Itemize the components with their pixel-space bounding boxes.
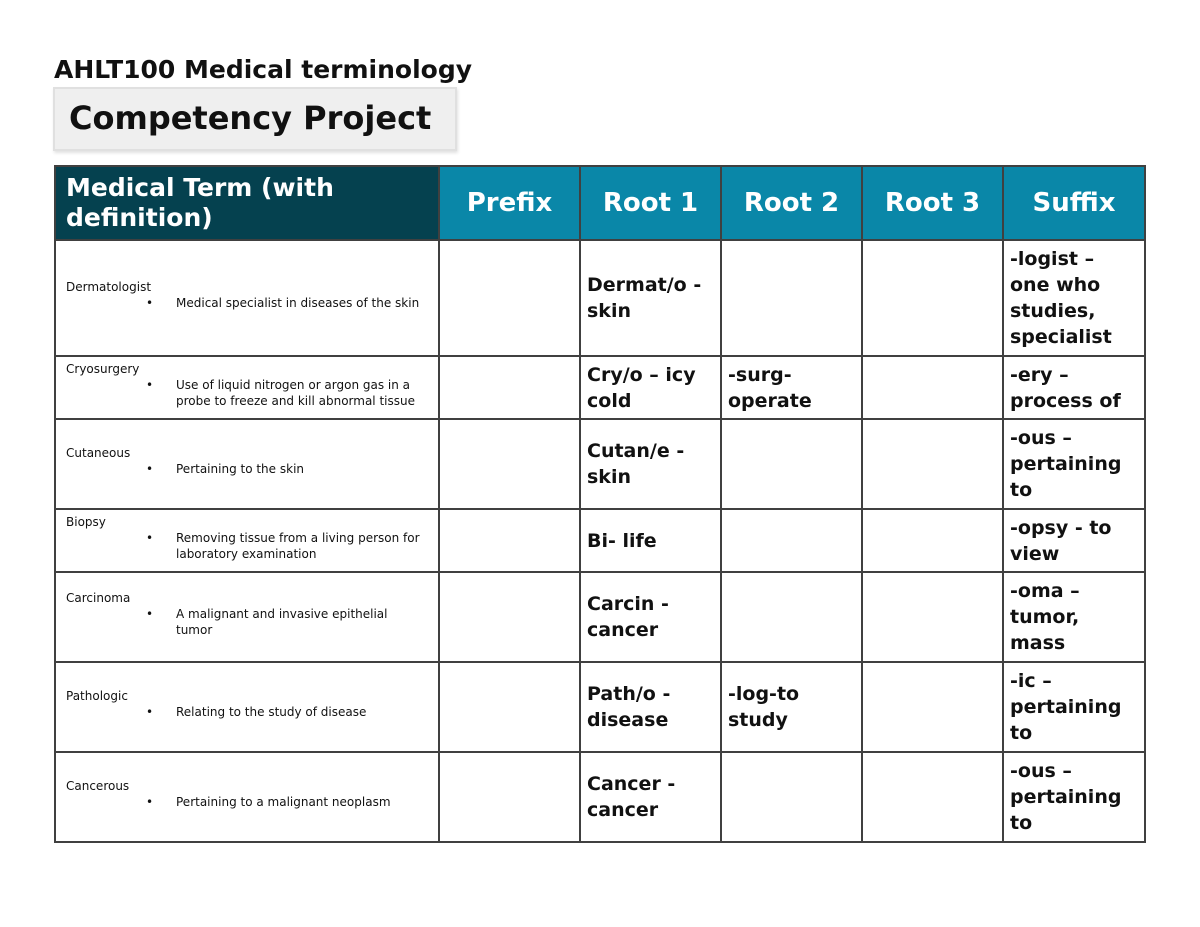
suffix-cell: -ous – pertaining to	[1003, 752, 1145, 842]
suffix-cell: -logist – one who studies, specialist	[1003, 240, 1145, 356]
term-name: Dermatologist	[66, 280, 152, 294]
header-root-1: Root 1	[580, 166, 721, 240]
bullet-icon: •	[146, 462, 154, 476]
suffix-cell: -ic – pertaining to	[1003, 662, 1145, 752]
root1-cell: Carcin - cancer	[580, 572, 721, 662]
header-root-2: Root 2	[721, 166, 862, 240]
bullet-icon: •	[146, 377, 154, 392]
table-row	[55, 419, 1145, 509]
term-name: Cancerous	[66, 779, 130, 793]
table-row	[55, 509, 1145, 572]
bullet-icon: •	[146, 530, 154, 545]
term-definition: Pertaining to the skin	[176, 462, 305, 476]
suffix-cell: -ous – pertaining to	[1003, 419, 1145, 509]
table-row	[55, 240, 1145, 356]
term-definition: Removing tissue from a living person for laboratory examination	[176, 530, 420, 561]
root1-cell: Cry/o – icy cold	[580, 356, 721, 419]
term-cell	[55, 752, 439, 842]
root3-cell	[862, 240, 1003, 356]
term-cell	[55, 240, 439, 356]
prefix-cell	[439, 419, 580, 509]
course-title: AHLT100 Medical terminology	[54, 55, 473, 84]
root1-cell: Dermat/o -skin	[580, 240, 721, 356]
prefix-cell	[439, 240, 580, 356]
root2-cell	[721, 509, 862, 572]
table-row	[55, 356, 1145, 419]
header-suffix: Suffix	[1003, 166, 1145, 240]
root3-cell	[862, 752, 1003, 842]
root2-cell	[721, 752, 862, 842]
prefix-cell	[439, 662, 580, 752]
header-root-3: Root 3	[862, 166, 1003, 240]
root2-cell	[721, 419, 862, 509]
term-name: Pathologic	[66, 689, 128, 703]
project-title: Competency Project	[69, 99, 432, 137]
root1-cell: Bi- life	[580, 509, 721, 572]
term-definition: Pertaining to a malignant neoplasm	[176, 795, 391, 809]
prefix-cell	[439, 752, 580, 842]
bullet-icon: •	[146, 607, 154, 621]
terminology-table	[54, 165, 1146, 843]
term-definition: Use of liquid nitrogen or argon gas in a probe to freeze and kill abnormal tissue	[176, 377, 415, 408]
term-definition: Medical specialist in diseases of the skin	[176, 296, 420, 310]
root2-cell: -surg-operate	[721, 356, 862, 419]
term-name: Cutaneous	[66, 446, 131, 460]
root1-cell: Path/o - disease	[580, 662, 721, 752]
root3-cell	[862, 419, 1003, 509]
table-row	[55, 572, 1145, 662]
table-row	[55, 662, 1145, 752]
term-cell	[55, 509, 439, 572]
term-cell	[55, 662, 439, 752]
root3-cell	[862, 509, 1003, 572]
root3-cell	[862, 356, 1003, 419]
term-definition: A malignant and invasive epithelial tumor	[176, 607, 388, 637]
root3-cell	[862, 572, 1003, 662]
root1-cell: Cancer - cancer	[580, 752, 721, 842]
project-title-box	[53, 87, 457, 151]
root2-cell	[721, 240, 862, 356]
header-prefix: Prefix	[439, 166, 580, 240]
bullet-icon: •	[146, 296, 154, 310]
term-name: Carcinoma	[66, 591, 131, 605]
term-name: Biopsy	[66, 514, 106, 529]
bullet-icon: •	[146, 705, 154, 719]
prefix-cell	[439, 572, 580, 662]
table-header-row	[55, 166, 1145, 240]
term-name: Cryosurgery	[66, 361, 140, 376]
suffix-cell: -ery – process of	[1003, 356, 1145, 419]
root1-cell: Cutan/e -skin	[580, 419, 721, 509]
prefix-cell	[439, 356, 580, 419]
term-cell	[55, 419, 439, 509]
term-cell	[55, 356, 439, 419]
root2-cell: -log-to study	[721, 662, 862, 752]
term-cell	[55, 572, 439, 662]
suffix-cell: -opsy - to view	[1003, 509, 1145, 572]
prefix-cell	[439, 509, 580, 572]
term-definition: Relating to the study of disease	[176, 705, 367, 719]
suffix-cell: -oma – tumor, mass	[1003, 572, 1145, 662]
bullet-icon: •	[146, 795, 154, 809]
header-medical-term: Medical Term (with definition)	[55, 166, 439, 240]
table-row	[55, 752, 1145, 842]
root2-cell	[721, 572, 862, 662]
root3-cell	[862, 662, 1003, 752]
